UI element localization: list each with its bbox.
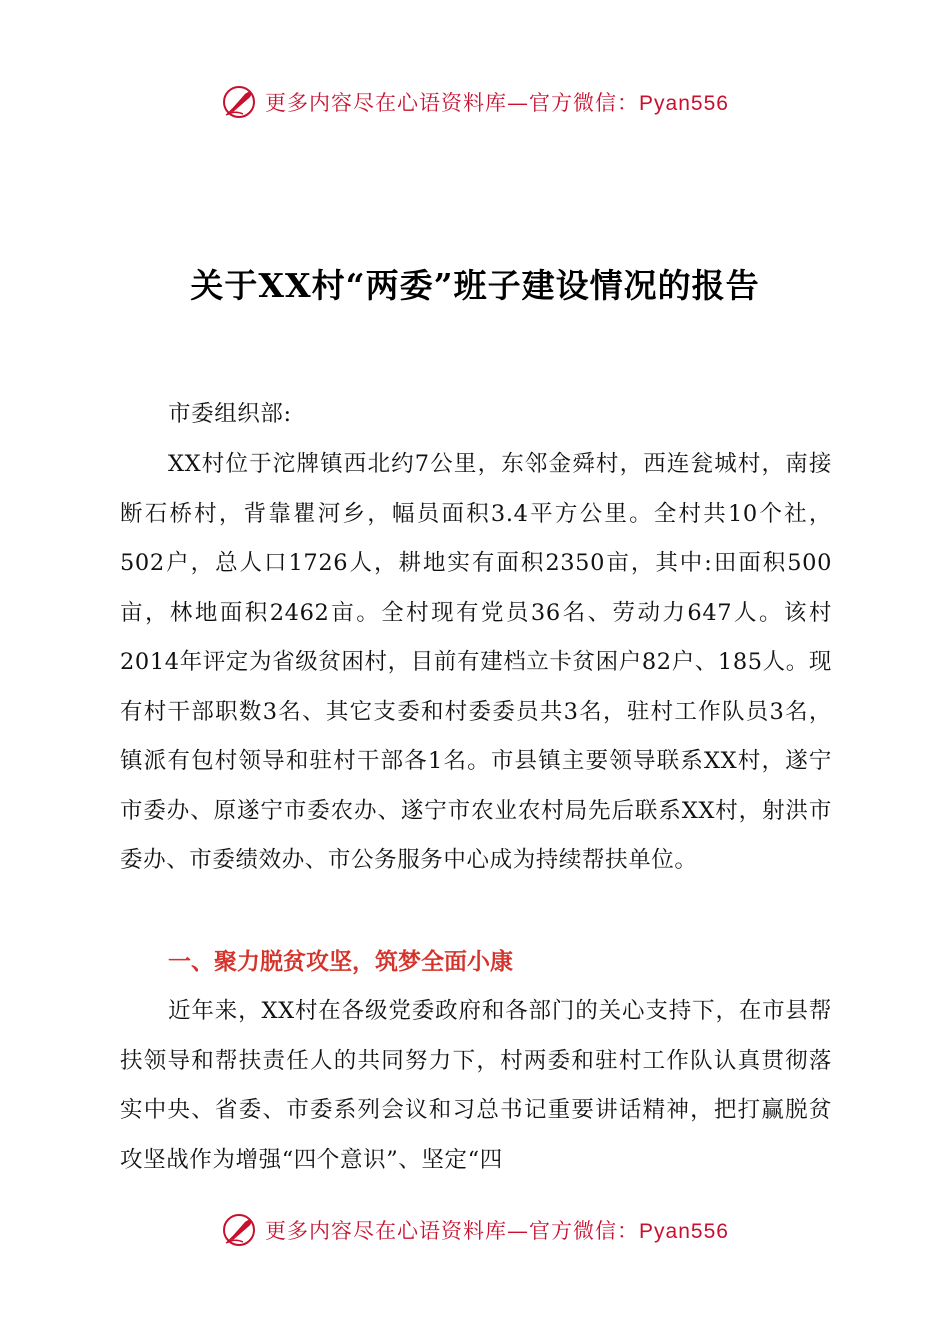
document-title: 关于XX村“两委”班子建设情况的报告 — [190, 266, 760, 305]
watermark-footer — [0, 1208, 950, 1252]
paragraph-intro: XX村位于沱牌镇西北约7公里，东邻金舜村，西连瓮城村，南接断石桥村，背靠瞿河乡，幅员面积3.4平方公里。全村共10个社，502户，总人口1726人，耕地实有面积2350亩，其中:田面积500亩，林地面积2462亩。全村现有党员36名、劳动力647人。该村2014年评定为省级贫困村，目前有建档立卡贫困户82户、185人。现有村干部职数3名、其它支委和村委委员共3名，驻村工作队员3名，镇派有包村领导和驻村干部各1名。市县镇主要领导联系XX村，遂宁市委办、原遂宁市委农办、遂宁市农业农村局先后联系XX村，射洪市委办、市委绩效办、市公务服务中心成为持续帮扶单位。 — [120, 451, 832, 873]
quill-pen-logo-icon — [221, 1212, 257, 1248]
watermark-header — [0, 80, 950, 124]
section-heading-1: 一、聚力脱贫攻坚，筑梦全面小康 — [168, 949, 513, 975]
salutation: 市委组织部: — [168, 401, 292, 427]
quill-pen-logo-icon — [221, 84, 257, 120]
watermark-text: 更多内容尽在心语资料库—官方微信：Pyan556 — [265, 91, 729, 115]
watermark-text: 更多内容尽在心语资料库—官方微信：Pyan556 — [265, 1219, 729, 1243]
paragraph-section-1: 近年来，XX村在各级党委政府和各部门的关心支持下，在市县帮扶领导和帮扶责任人的共同努力下，村两委和驻村工作队认真贯彻落实中央、省委、市委系列会议和习总书记重要讲话精神，把打赢脱贫攻坚战作为增强“四个意识”、坚定“四 — [120, 998, 832, 1173]
